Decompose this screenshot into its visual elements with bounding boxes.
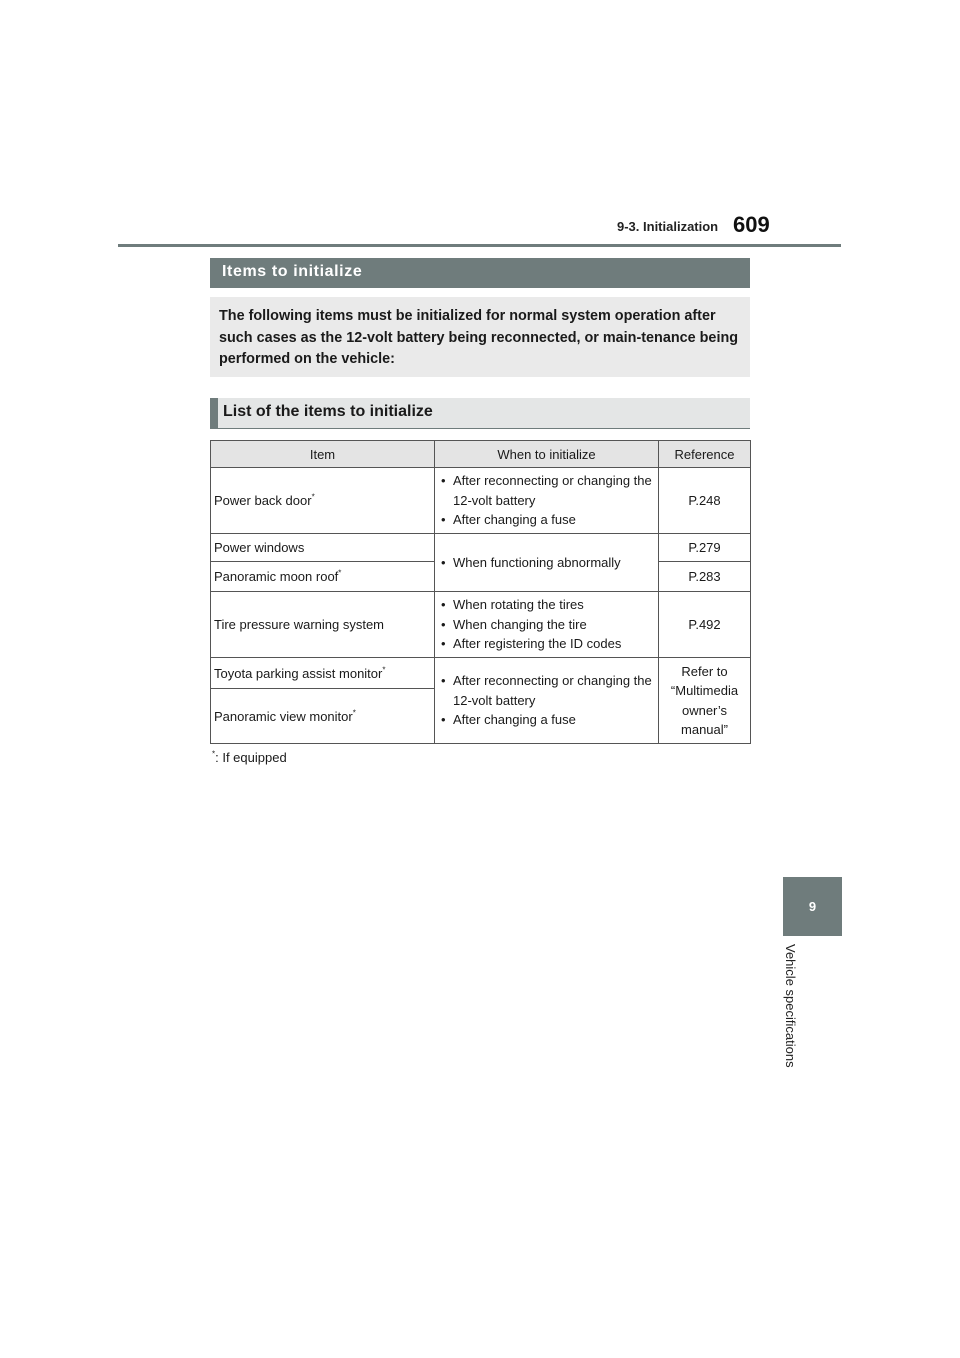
table-row bbox=[211, 592, 751, 658]
when-cell bbox=[435, 534, 659, 592]
subsection-title-bar bbox=[210, 398, 750, 428]
column-header-item: Item bbox=[211, 441, 435, 468]
item-name: Panoramic view monitor bbox=[214, 708, 353, 724]
reference-cell: Refer to “Multimedia owner’s manual” bbox=[659, 658, 751, 744]
reference-cell: P.279 bbox=[659, 534, 751, 562]
when-bullet: • After reconnecting or changing the 12-volt battery bbox=[441, 671, 654, 710]
reference-cell: P.492 bbox=[659, 592, 751, 658]
when-bullet: • After changing a fuse bbox=[441, 510, 654, 530]
footnote-text: : If equipped bbox=[215, 750, 287, 765]
table-row bbox=[211, 534, 751, 562]
table-row bbox=[211, 658, 751, 689]
item-cell bbox=[211, 562, 435, 592]
chapter-tab[interactable] bbox=[783, 877, 842, 936]
when-bullet: • When changing the tire bbox=[441, 615, 654, 635]
page-number: 609 bbox=[733, 212, 770, 237]
when-bullet: • After reconnecting or changing the 12-volt battery bbox=[441, 471, 654, 510]
subsection-rule bbox=[210, 428, 750, 429]
when-cell bbox=[435, 468, 659, 534]
when-cell bbox=[435, 658, 659, 744]
item-name: Toyota parking assist monitor bbox=[214, 665, 383, 681]
item-name: Panoramic moon roof bbox=[214, 569, 339, 584]
when-bullet: • When rotating the tires bbox=[441, 595, 654, 615]
items-table bbox=[210, 440, 751, 744]
equipped-mark: * bbox=[352, 708, 356, 718]
item-cell bbox=[211, 658, 435, 689]
table-row bbox=[211, 468, 751, 534]
equipped-mark: * bbox=[382, 665, 386, 675]
when-cell bbox=[435, 592, 659, 658]
chapter-number: 9 bbox=[808, 899, 817, 914]
item-cell bbox=[211, 592, 435, 658]
item-cell bbox=[211, 689, 435, 744]
item-cell bbox=[211, 534, 435, 562]
when-bullet: • After registering the ID codes bbox=[441, 634, 654, 654]
when-bullet: • After changing a fuse bbox=[441, 710, 654, 730]
header-rule bbox=[118, 244, 841, 247]
column-header-when: When to initialize bbox=[435, 441, 659, 468]
when-bullet: • When functioning abnormally bbox=[441, 553, 654, 573]
item-name: Power back door bbox=[214, 493, 312, 508]
intro-text: The following items must be initialized for normal system operation after such cases as the 12-volt battery being reconnected, or main-tenance being performed on the vehicle: bbox=[219, 308, 739, 367]
reference-cell: P.248 bbox=[659, 468, 751, 534]
section-title-bar bbox=[210, 258, 750, 288]
subsection-title: List of the items to initialize bbox=[223, 403, 433, 420]
equipped-mark: * bbox=[338, 568, 342, 578]
column-header-reference: Reference bbox=[659, 441, 751, 468]
intro-box bbox=[210, 297, 750, 377]
item-cell bbox=[211, 468, 435, 534]
table-header-row bbox=[211, 441, 751, 468]
item-name: Power windows bbox=[214, 540, 305, 555]
reference-cell: P.283 bbox=[659, 562, 751, 592]
chapter-title-wrap bbox=[783, 944, 807, 1094]
equipped-mark: * bbox=[311, 492, 315, 502]
header-section-title: 9-3. Initialization bbox=[617, 219, 719, 234]
footnote-mark: * bbox=[212, 749, 216, 759]
footnote bbox=[212, 750, 287, 765]
chapter-title: Vehicle specifications bbox=[783, 944, 798, 1068]
section-title: Items to initialize bbox=[222, 263, 363, 280]
item-name: Tire pressure warning system bbox=[214, 617, 385, 632]
